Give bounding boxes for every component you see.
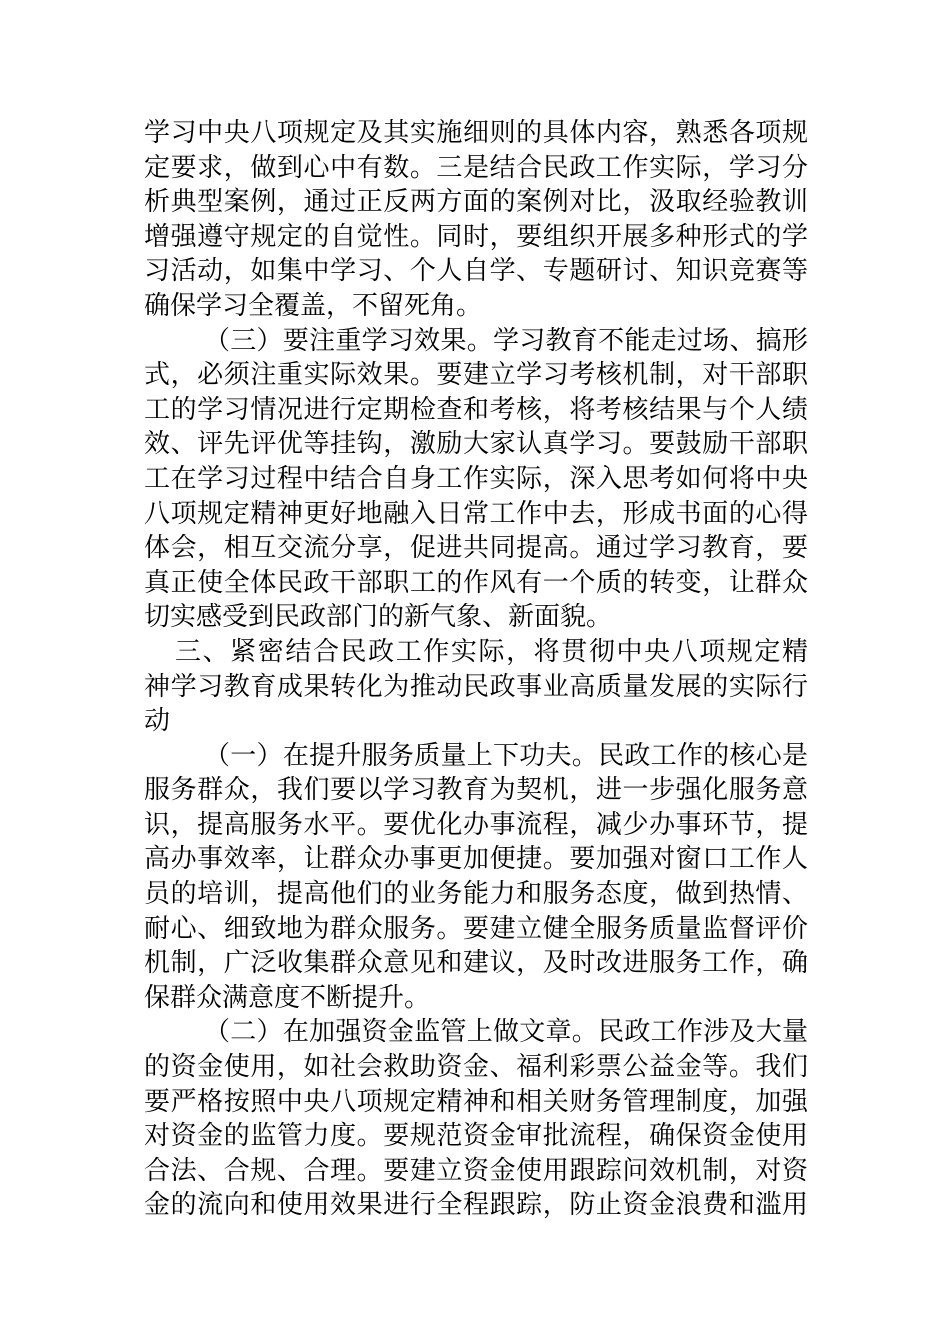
text-line: 定要求，做到心中有数。三是结合民政工作实际，学习分 — [144, 152, 808, 183]
text-line: 金的流向和使用效果进行全程跟踪，防止资金浪费和滥用 — [144, 1190, 808, 1221]
text-line: 合法、合规、合理。要建立资金使用跟踪问效机制，对资 — [144, 1155, 808, 1186]
text-line: 的资金使用，如社会救助资金、福利彩票公益金等。我们 — [144, 1052, 808, 1083]
text-line: 工的学习情况进行定期检查和考核，将考核结果与个人绩 — [144, 394, 808, 425]
section-heading-line: 动 — [144, 706, 171, 737]
text-line: 效、评先评优等挂钩，激励大家认真学习。要鼓励干部职 — [144, 429, 808, 460]
text-line: 对资金的监管力度。要规范资金审批流程，确保资金使用 — [144, 1121, 808, 1152]
text-line: 高办事效率，让群众办事更加便捷。要加强对窗口工作人 — [144, 844, 808, 875]
text-line: 式，必须注重实际效果。要建立学习考核机制，对干部职 — [144, 360, 808, 391]
text-line: 析典型案例，通过正反两方面的案例对比，汲取经验教训 — [144, 187, 808, 218]
text-line: 真正使全体民政干部职工的作风有一个质的转变，让群众 — [144, 567, 808, 598]
text-line: 八项规定精神更好地融入日常工作中去，形成书面的心得 — [144, 498, 808, 529]
text-line: 切实感受到民政部门的新气象、新面貌。 — [144, 602, 613, 633]
text-line: 体会，相互交流分享，促进共同提高。通过学习教育，要 — [144, 533, 808, 564]
text-line: 服务群众，我们要以学习教育为契机，进一步强化服务意 — [144, 775, 808, 806]
subheading-line: （二）在加强资金监管上做文章。民政工作涉及大量 — [204, 1017, 808, 1048]
section-heading-line: 神学习教育成果转化为推动民政事业高质量发展的实际行 — [144, 671, 808, 702]
text-line: 学习中央八项规定及其实施细则的具体内容，熟悉各项规 — [144, 118, 808, 148]
text-line: 识，提高服务水平。要优化办事流程，减少办事环节，提 — [144, 809, 808, 840]
text-line: 要严格按照中央八项规定精神和相关财务管理制度，加强 — [144, 1086, 808, 1117]
text-line: 增强遵守规定的自觉性。同时，要组织开展多种形式的学 — [144, 221, 808, 252]
text-line: 确保学习全覆盖，不留死角。 — [144, 290, 483, 321]
text-line: 机制，广泛收集群众意见和建议，及时改进服务工作，确 — [144, 948, 808, 979]
text-line: 习活动，如集中学习、个人自学、专题研讨、知识竞赛等 — [144, 256, 808, 287]
body-text — [144, 116, 808, 1223]
subheading-line: （一）在提升服务质量上下功夫。民政工作的核心是 — [204, 740, 808, 771]
text-line: 员的培训，提高他们的业务能力和服务态度，做到热情、 — [144, 879, 808, 910]
text-line: 耐心、细致地为群众服务。要建立健全服务质量监督评价 — [144, 913, 808, 944]
section-heading-line: 三、紧密结合民政工作实际，将贯彻中央八项规定精 — [175, 636, 808, 667]
text-line: 保群众满意度不断提升。 — [144, 982, 431, 1013]
text-line: 工在学习过程中结合自身工作实际，深入思考如何将中央 — [144, 463, 808, 494]
subheading-line: （三）要注重学习效果。学习教育不能走过场、搞形 — [204, 325, 808, 356]
